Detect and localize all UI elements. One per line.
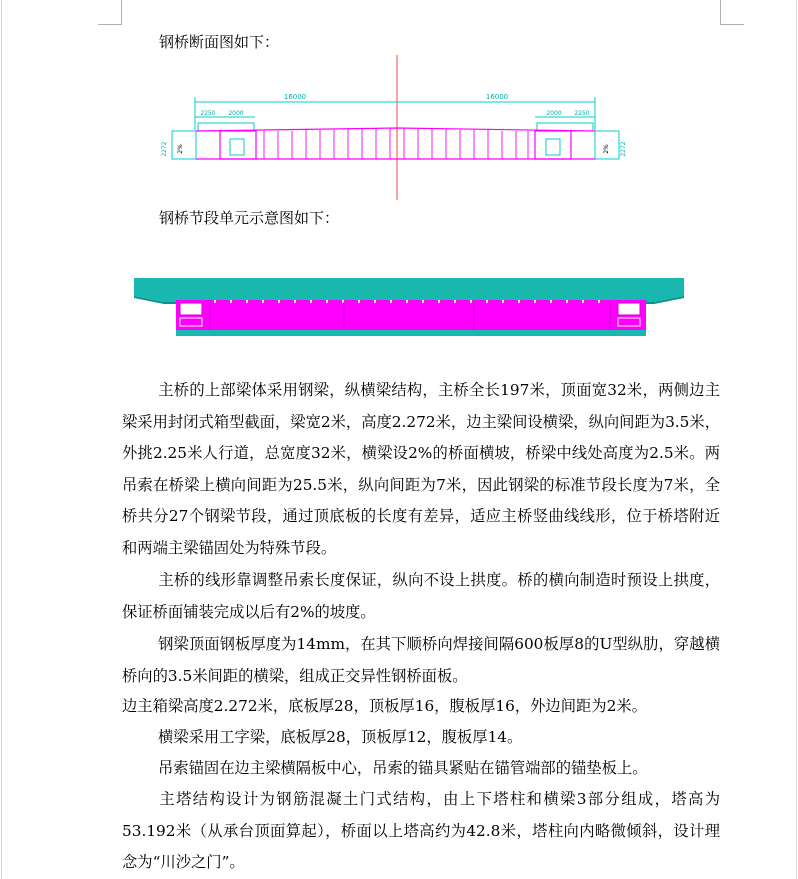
page-edge-right [796,0,797,879]
height-left-label: 2272 [161,141,168,157]
line-cross-beam: 横梁采用工字梁，底板厚28，顶板厚12，腹板厚14。 [158,728,523,746]
dim-right-girder: 2000 [546,110,562,117]
paragraph-deck-plate-text: 钢梁顶面钢板厚度为14mm，在其下顺桥向焊接间隔600板厚8的U型纵肋，穿越横桥向的3.5米间距的横梁，组成正交异性钢桥面板。 [122,635,720,685]
dim-right-span: 16000 [485,93,509,101]
crop-mark-right-horizontal [720,24,744,25]
crop-mark-left-horizontal [98,24,122,25]
paragraph-deck-plate [122,629,720,692]
paragraph-tower-text: 主塔结构设计为钢筋混凝土门式结构，由上下塔柱和横梁3部分组成，塔高为53.192米（从承台顶面算起），桥面以上塔高约为42.8米，塔柱向内略微倾斜，设计理念为“川沙之门”。 [122,790,720,872]
dim-right-walkway: 2250 [574,110,590,117]
page-edge-left [1,0,2,879]
paragraph-superstructure [122,375,720,565]
bridge-segment-drawing [134,276,684,340]
slope-right-label: 2% [603,144,610,154]
left-box-opening [180,303,202,315]
crop-mark-left-vertical [121,0,122,24]
u-rib-stiffeners [264,128,528,159]
dim-left-walkway: 2250 [200,110,216,117]
deck-slab [134,278,684,302]
crop-mark-right-vertical [720,0,721,24]
dim-left-span: 16000 [283,93,307,101]
slope-left-label: 2% [177,144,184,154]
right-box-opening [618,303,640,315]
section-figure-caption: 钢桥断面图如下： [159,33,280,51]
girder-body [176,300,646,332]
elevation-figure-caption: 钢桥节段单元示意图如下： [159,209,340,227]
dim-left-girder: 2000 [228,110,244,117]
line-edge-box-girder: 边主箱梁高度2.272米，底板厚28，顶板厚16，腹板厚16，外边间距为2米。 [122,697,647,715]
bridge-cross-section-drawing [160,55,630,205]
paragraph-alignment [122,565,720,628]
height-right-label: 2272 [620,141,627,157]
left-walkway-outline [172,131,196,159]
bottom-plate [176,330,646,336]
line-anchor: 吊索锚固在边主梁横隔板中心，吊索的锚具紧贴在锚管端部的锚垫板上。 [158,759,648,777]
paragraph-superstructure-text: 主桥的上部梁体采用钢梁，纵横梁结构，主桥全长197米，顶面宽32米，两侧边主梁采用封闭式箱型截面，梁宽2米，高度2.272米，边主梁间设横梁，纵向间距为3.5米，外挑2.25米人行道，总宽度32米，横梁设2%的桥面横坡，桥梁中线处高度为2.5米。两吊索在桥梁上横向间距为25.5米，纵向间距为7米，因此钢梁的标准节段长度为7米，全桥共分27个钢梁节段，通过顶底板的长度有差异，适应主桥竖曲线线形，位于桥塔附近和两端主梁锚固处为特殊节段。 [122,381,720,557]
paragraph-alignment-text: 主桥的线形靠调整吊索长度保证，纵向不设上拱度。桥的横向制造时预设上拱度，保证桥面铺装完成以后有2%的坡度。 [122,571,720,621]
paragraph-tower [122,784,720,879]
